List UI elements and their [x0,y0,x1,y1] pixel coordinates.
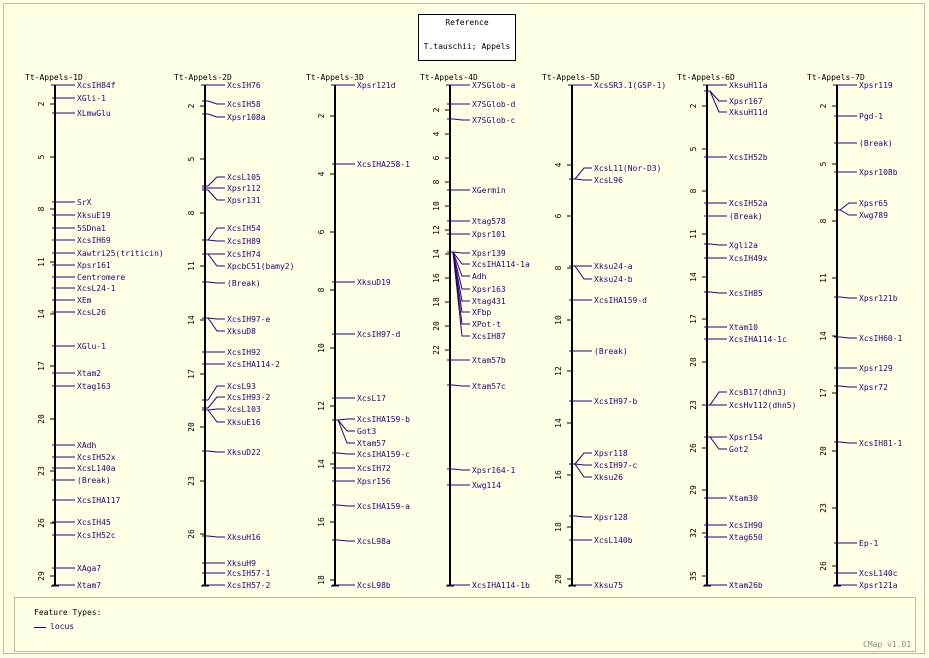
axis-tick-label: 12 [317,401,326,411]
axis-tick-label: 11 [187,261,196,271]
feature-label[interactable]: Xwg114 [472,481,501,490]
axis-tick-label: 20 [37,414,46,424]
feature-label[interactable]: XcsL26 [77,308,106,317]
axis-tick-label: 23 [187,476,196,486]
feature-label[interactable]: XcsIH92 [227,348,261,357]
feature-label[interactable]: Xpsr167 [729,97,763,106]
axis-tick-label: 26 [187,529,196,539]
axis-tick-label: 6 [432,155,441,161]
map-title[interactable]: Tt-Appels-4D [420,73,478,82]
feature-label[interactable]: Xpsr131 [227,196,261,205]
axis-tick-label: 8 [37,206,46,212]
feature-label[interactable]: XcsIH84f [77,81,116,90]
feature-connector [453,469,470,470]
feature-label[interactable]: Xtam10 [729,323,758,332]
feature-connector [453,252,470,253]
feature-label[interactable]: XksuH9 [227,559,256,568]
feature-label[interactable]: XksuD22 [227,448,261,457]
map-title[interactable]: Tt-Appels-1D [25,73,83,82]
axis-tick-label: 18 [432,297,441,307]
feature-connector [208,397,225,408]
axis-tick-label: 2 [689,103,698,109]
feature-connector [338,453,355,454]
axis-tick-label: 32 [689,528,698,538]
feature-label[interactable]: XpcbC51(bamy2) [227,262,295,271]
feature-label[interactable]: XcsL96 [594,176,623,185]
feature-label[interactable]: XcsL24-1 [77,284,116,293]
axis-tick-label: 4 [554,162,563,168]
feature-label[interactable]: XcsL93 [227,382,256,391]
feature-label[interactable]: Xtam2 [77,369,102,378]
feature-label[interactable]: Xpsr119 [859,81,893,90]
feature-label[interactable]: XcsIHA159-b [357,415,410,424]
feature-label[interactable]: Xpsr139 [472,249,506,258]
feature-label[interactable]: XFbp [472,308,492,317]
feature-label[interactable]: XcsIH89 [227,237,261,246]
axis-tick-label: 20 [432,321,441,331]
legend-box [14,597,916,652]
feature-connector [840,386,857,387]
feature-label[interactable]: XcsIHA159-a [357,502,410,511]
feature-label[interactable]: XksuH11a [729,81,768,90]
axis-tick-label: 35 [689,571,698,581]
axis-tick-label: 18 [317,575,326,585]
axis-tick-label: 18 [554,522,563,532]
feature-label[interactable]: XAdh [77,441,97,450]
axis-tick-label: 8 [187,210,196,216]
feature-connector [710,437,727,449]
feature-label[interactable]: XcsIHA159-d [594,296,647,305]
feature-label[interactable]: XcsIHA258-1 [357,160,410,169]
feature-label[interactable]: Xtam7 [77,581,102,590]
axis-tick-label: 22 [432,345,441,355]
feature-label[interactable]: XcsIHA114-1b [472,581,530,590]
feature-label[interactable]: XcsIH72 [357,464,391,473]
feature-label[interactable]: Xpsr154 [729,433,763,442]
axis-tick-label: 2 [317,113,326,119]
axis-tick-label: 4 [432,131,441,137]
feature-label[interactable]: Got3 [357,427,377,436]
axis-tick-label: 10 [432,201,441,211]
feature-label[interactable]: Xksu26 [594,473,623,482]
axis-tick-label: 11 [819,273,828,283]
feature-connector [208,114,225,117]
feature-connector [710,292,727,293]
axis-tick-label: 16 [554,470,563,480]
axis-tick-label: 6 [554,213,563,219]
map-title[interactable]: Tt-Appels-2D [174,73,232,82]
feature-connector [840,203,857,210]
feature-label[interactable]: XcsIHA114-2 [227,360,280,369]
feature-label[interactable]: XcsL140a [77,464,116,473]
axis-tick-label: 29 [37,571,46,581]
feature-connector [840,297,857,298]
feature-connector [453,385,470,386]
feature-connector [208,536,225,537]
feature-label[interactable]: XcsIH52x [77,453,116,462]
axis-tick-label: 16 [317,517,326,527]
feature-label[interactable]: Xtam26b [729,581,763,590]
axis-tick-label: 20 [819,446,828,456]
feature-label[interactable]: XcsIH52c [77,531,116,540]
feature-label[interactable]: Xtam30 [729,494,758,503]
axis-tick-label: 2 [432,107,441,113]
feature-label[interactable]: Xpsr65 [859,199,888,208]
feature-label[interactable]: XcsL11(Nor-D3) [594,164,662,173]
feature-label[interactable]: XcsIH57-1 [227,569,271,578]
feature-label[interactable]: XAga7 [77,564,102,573]
feature-label[interactable]: XcsIH90 [729,521,763,530]
feature-connector [208,240,225,241]
feature-label[interactable]: XcsSR3.1(GSP-1) [594,81,667,90]
feature-label[interactable]: Pgd-1 [859,112,884,121]
feature-connector [208,228,225,240]
feature-label[interactable]: XcsIH97-b [594,397,638,406]
feature-label[interactable]: Xksu24-b [594,275,633,284]
axis-tick-label: 20 [689,357,698,367]
axis-tick-label: 8 [689,188,698,194]
feature-label[interactable]: XksuE19 [77,211,111,220]
feature-label[interactable]: (Break) [77,476,111,485]
feature-label[interactable]: Xtag650 [729,533,763,542]
feature-label[interactable]: XksuD8 [227,327,256,336]
axis-tick-label: 8 [819,218,828,224]
feature-connector [338,540,355,541]
feature-label[interactable]: Xpsr129 [859,364,893,373]
feature-label[interactable]: XcsIH97-c [594,461,638,470]
feature-connector [208,318,225,319]
feature-label[interactable]: XksuE16 [227,418,261,427]
feature-connector [208,254,225,266]
feature-label[interactable]: Xawtri25(triticin) [77,249,164,258]
feature-label[interactable]: X7SGlob-d [472,100,516,109]
feature-label[interactable]: XksuD19 [357,278,391,287]
feature-label[interactable]: Xtag578 [472,217,506,226]
feature-label[interactable]: XGermin [472,186,506,195]
feature-label[interactable]: Xksu24-a [594,262,633,271]
axis-tick-label: 6 [317,229,326,235]
feature-label[interactable]: XEm [77,296,92,305]
feature-label[interactable]: Xgli2a [729,241,758,250]
axis-tick-label: 8 [432,179,441,185]
axis-tick-label: 11 [37,257,46,267]
feature-connector [208,451,225,452]
feature-connector [208,410,225,422]
axis-tick-label: 29 [689,485,698,495]
feature-label[interactable]: XcsL103 [227,405,261,414]
axis-tick-label: 17 [689,314,698,324]
map-title[interactable]: Tt-Appels-3D [306,73,364,82]
axis-tick-label: 10 [317,343,326,353]
axis-tick-label: 17 [37,361,46,371]
feature-connector [710,244,727,245]
axis-tick-label: 14 [317,459,326,469]
feature-label[interactable]: Xpsr128 [594,513,628,522]
feature-label[interactable]: Xtag431 [472,297,506,306]
feature-connector [575,266,592,279]
axis-tick-label: 20 [554,574,563,584]
feature-label[interactable]: XcsIH60-1 [859,334,903,343]
feature-label[interactable]: XcsIH97-e [227,315,271,324]
feature-label[interactable]: XcsL98a [357,537,391,546]
feature-label[interactable]: Xtam57 [357,439,386,448]
feature-label[interactable]: Xksu75 [594,581,623,590]
feature-connector [453,119,470,120]
feature-label[interactable]: Xpsr72 [859,383,888,392]
feature-label[interactable]: X7SGlob-c [472,116,516,125]
feature-connector [840,442,857,443]
feature-label[interactable]: Centromere [77,273,126,282]
feature-label[interactable]: Xpsr118 [594,449,628,458]
feature-label[interactable]: XcsIH81-1 [859,439,903,448]
map-title[interactable]: Tt-Appels-5D [542,73,600,82]
feature-connector [208,190,225,200]
feature-label[interactable]: Xtam57c [472,382,506,391]
axis-tick-label: 26 [689,443,698,453]
feature-label[interactable]: XcsIH76 [227,81,261,90]
feature-connector [338,419,355,420]
feature-label[interactable]: XcsL98b [357,581,391,590]
axis-tick-label: 14 [554,418,563,428]
axis-tick-label: 26 [37,518,46,528]
feature-label[interactable]: Xtam57b [472,356,506,365]
feature-label[interactable]: XcsIH85 [729,289,763,298]
feature-label[interactable]: 5SDna1 [77,224,106,233]
feature-label[interactable]: XcsIH45 [77,518,111,527]
version-label: CMap v1.01 [863,640,912,649]
axis-tick-label: 26 [819,561,828,571]
feature-connector [208,177,225,186]
feature-connector [208,318,225,331]
reference-subtitle: T.tauschii; Appels [423,42,511,51]
feature-label[interactable]: X7SGlob-a [472,81,516,90]
axis-tick-label: 2 [37,101,46,107]
feature-label[interactable]: Xtag163 [77,382,111,391]
feature-label[interactable]: Xpsr101 [472,230,506,239]
feature-label[interactable]: Ep-1 [859,539,879,548]
feature-label[interactable]: Xpsr121a [859,581,898,590]
axis-tick-label: 2 [187,103,196,109]
feature-label[interactable]: XcsIH69 [77,236,111,245]
feature-label[interactable]: XcsIH93-2 [227,393,271,402]
feature-label[interactable]: Xpsr121b [859,294,898,303]
feature-connector [710,392,727,405]
feature-label[interactable]: XcsB17(dhn3) [729,388,787,397]
feature-label[interactable]: XcsIHA159-c [357,450,410,459]
legend-locus-swatch [34,627,46,628]
feature-label[interactable]: XLmwGlu [77,109,111,118]
feature-label[interactable]: Xpsr156 [357,477,391,486]
axis-tick-label: 14 [689,272,698,282]
legend-locus-label: locus [50,622,75,631]
feature-label[interactable]: Xpsr112 [227,184,261,193]
axis-tick-label: 2 [819,103,828,109]
feature-label[interactable]: Xpsr161 [77,261,111,270]
axis-tick-label: 23 [37,466,46,476]
axis-tick-label: 14 [819,331,828,341]
axis-tick-label: 17 [819,388,828,398]
feature-connector [575,453,592,464]
feature-label[interactable]: Adh [472,272,487,281]
feature-label[interactable]: XGlu-1 [77,342,106,351]
feature-label[interactable]: XcsIH87 [472,332,506,341]
feature-label[interactable]: XcsL140c [859,569,898,578]
axis-tick-label: 5 [187,156,196,162]
axis-tick-label: 8 [317,287,326,293]
feature-label[interactable]: XcsL140b [594,536,633,545]
feature-label[interactable]: Xpsr121d [357,81,396,90]
feature-connector [338,505,355,506]
feature-label[interactable]: XcsHv112(dhn5) [729,401,797,410]
feature-label[interactable]: XcsIHA117 [77,496,121,505]
axis-tick-label: 14 [187,315,196,325]
feature-connector [575,179,592,180]
feature-connector [575,464,592,477]
map-title[interactable]: Tt-Appels-7D [807,73,865,82]
axis-tick-label: 12 [432,225,441,235]
feature-connector [575,464,592,465]
axis-tick-label: 23 [819,503,828,513]
feature-label[interactable]: (Break) [729,212,763,221]
axis-tick-label: 5 [819,161,828,167]
axis-tick-label: 12 [554,366,563,376]
axis-tick-label: 10 [554,315,563,325]
feature-label[interactable]: XcsIH57-2 [227,581,271,590]
axis-tick-label: 5 [37,154,46,160]
feature-label[interactable]: XGli-1 [77,94,106,103]
legend-title: Feature Types: [34,608,102,617]
feature-connector [575,168,592,179]
feature-label[interactable]: Xpsr108a [227,113,266,122]
reference-title: Reference [445,18,489,27]
map-title[interactable]: Tt-Appels-6D [677,73,735,82]
feature-label[interactable]: Xpsr108b [859,168,898,177]
feature-label[interactable]: XcsIH54 [227,224,261,233]
feature-label[interactable]: XcsL105 [227,173,261,182]
axis-tick-label: 20 [187,422,196,432]
axis-tick-label: 23 [689,400,698,410]
feature-label[interactable]: XcsIHA114-1c [729,335,787,344]
feature-label[interactable]: Xpsr164-1 [472,466,516,475]
feature-label[interactable]: XcsIH52a [729,199,768,208]
feature-label[interactable]: XksuH11d [729,108,768,117]
feature-label[interactable]: XcsIH58 [227,100,261,109]
feature-label[interactable]: Xwg789 [859,211,888,220]
feature-label[interactable]: XcsIH97-d [357,330,401,339]
axis-tick-label: 8 [554,265,563,271]
feature-label[interactable]: XcsIH52b [729,153,768,162]
feature-connector [840,210,857,215]
feature-label[interactable]: XcsIHA114-1a [472,260,530,269]
feature-connector [575,516,592,517]
feature-label[interactable]: Got2 [729,445,749,454]
axis-tick-label: 4 [317,171,326,177]
axis-tick-label: 14 [432,249,441,259]
axis-tick-label: 16 [432,273,441,283]
axis-tick-label: 17 [187,369,196,379]
axis-tick-label: 5 [689,146,698,152]
feature-label[interactable]: XcsL17 [357,394,386,403]
feature-label[interactable]: (Break) [227,279,261,288]
feature-connector [208,101,225,104]
feature-connector [208,282,225,283]
feature-label[interactable]: XcsIH74 [227,250,261,259]
feature-connector [208,409,225,410]
feature-label[interactable]: XksuH16 [227,533,261,542]
feature-label[interactable]: XPot-t [472,320,501,329]
feature-label[interactable]: (Break) [859,139,893,148]
feature-label[interactable]: (Break) [594,347,628,356]
axis-tick-label: 11 [689,229,698,239]
feature-label[interactable]: Xpsr163 [472,285,506,294]
feature-label[interactable]: SrX [77,198,92,207]
feature-label[interactable]: XcsIH49x [729,254,768,263]
axis-tick-label: 14 [37,309,46,319]
feature-connector [840,337,857,338]
